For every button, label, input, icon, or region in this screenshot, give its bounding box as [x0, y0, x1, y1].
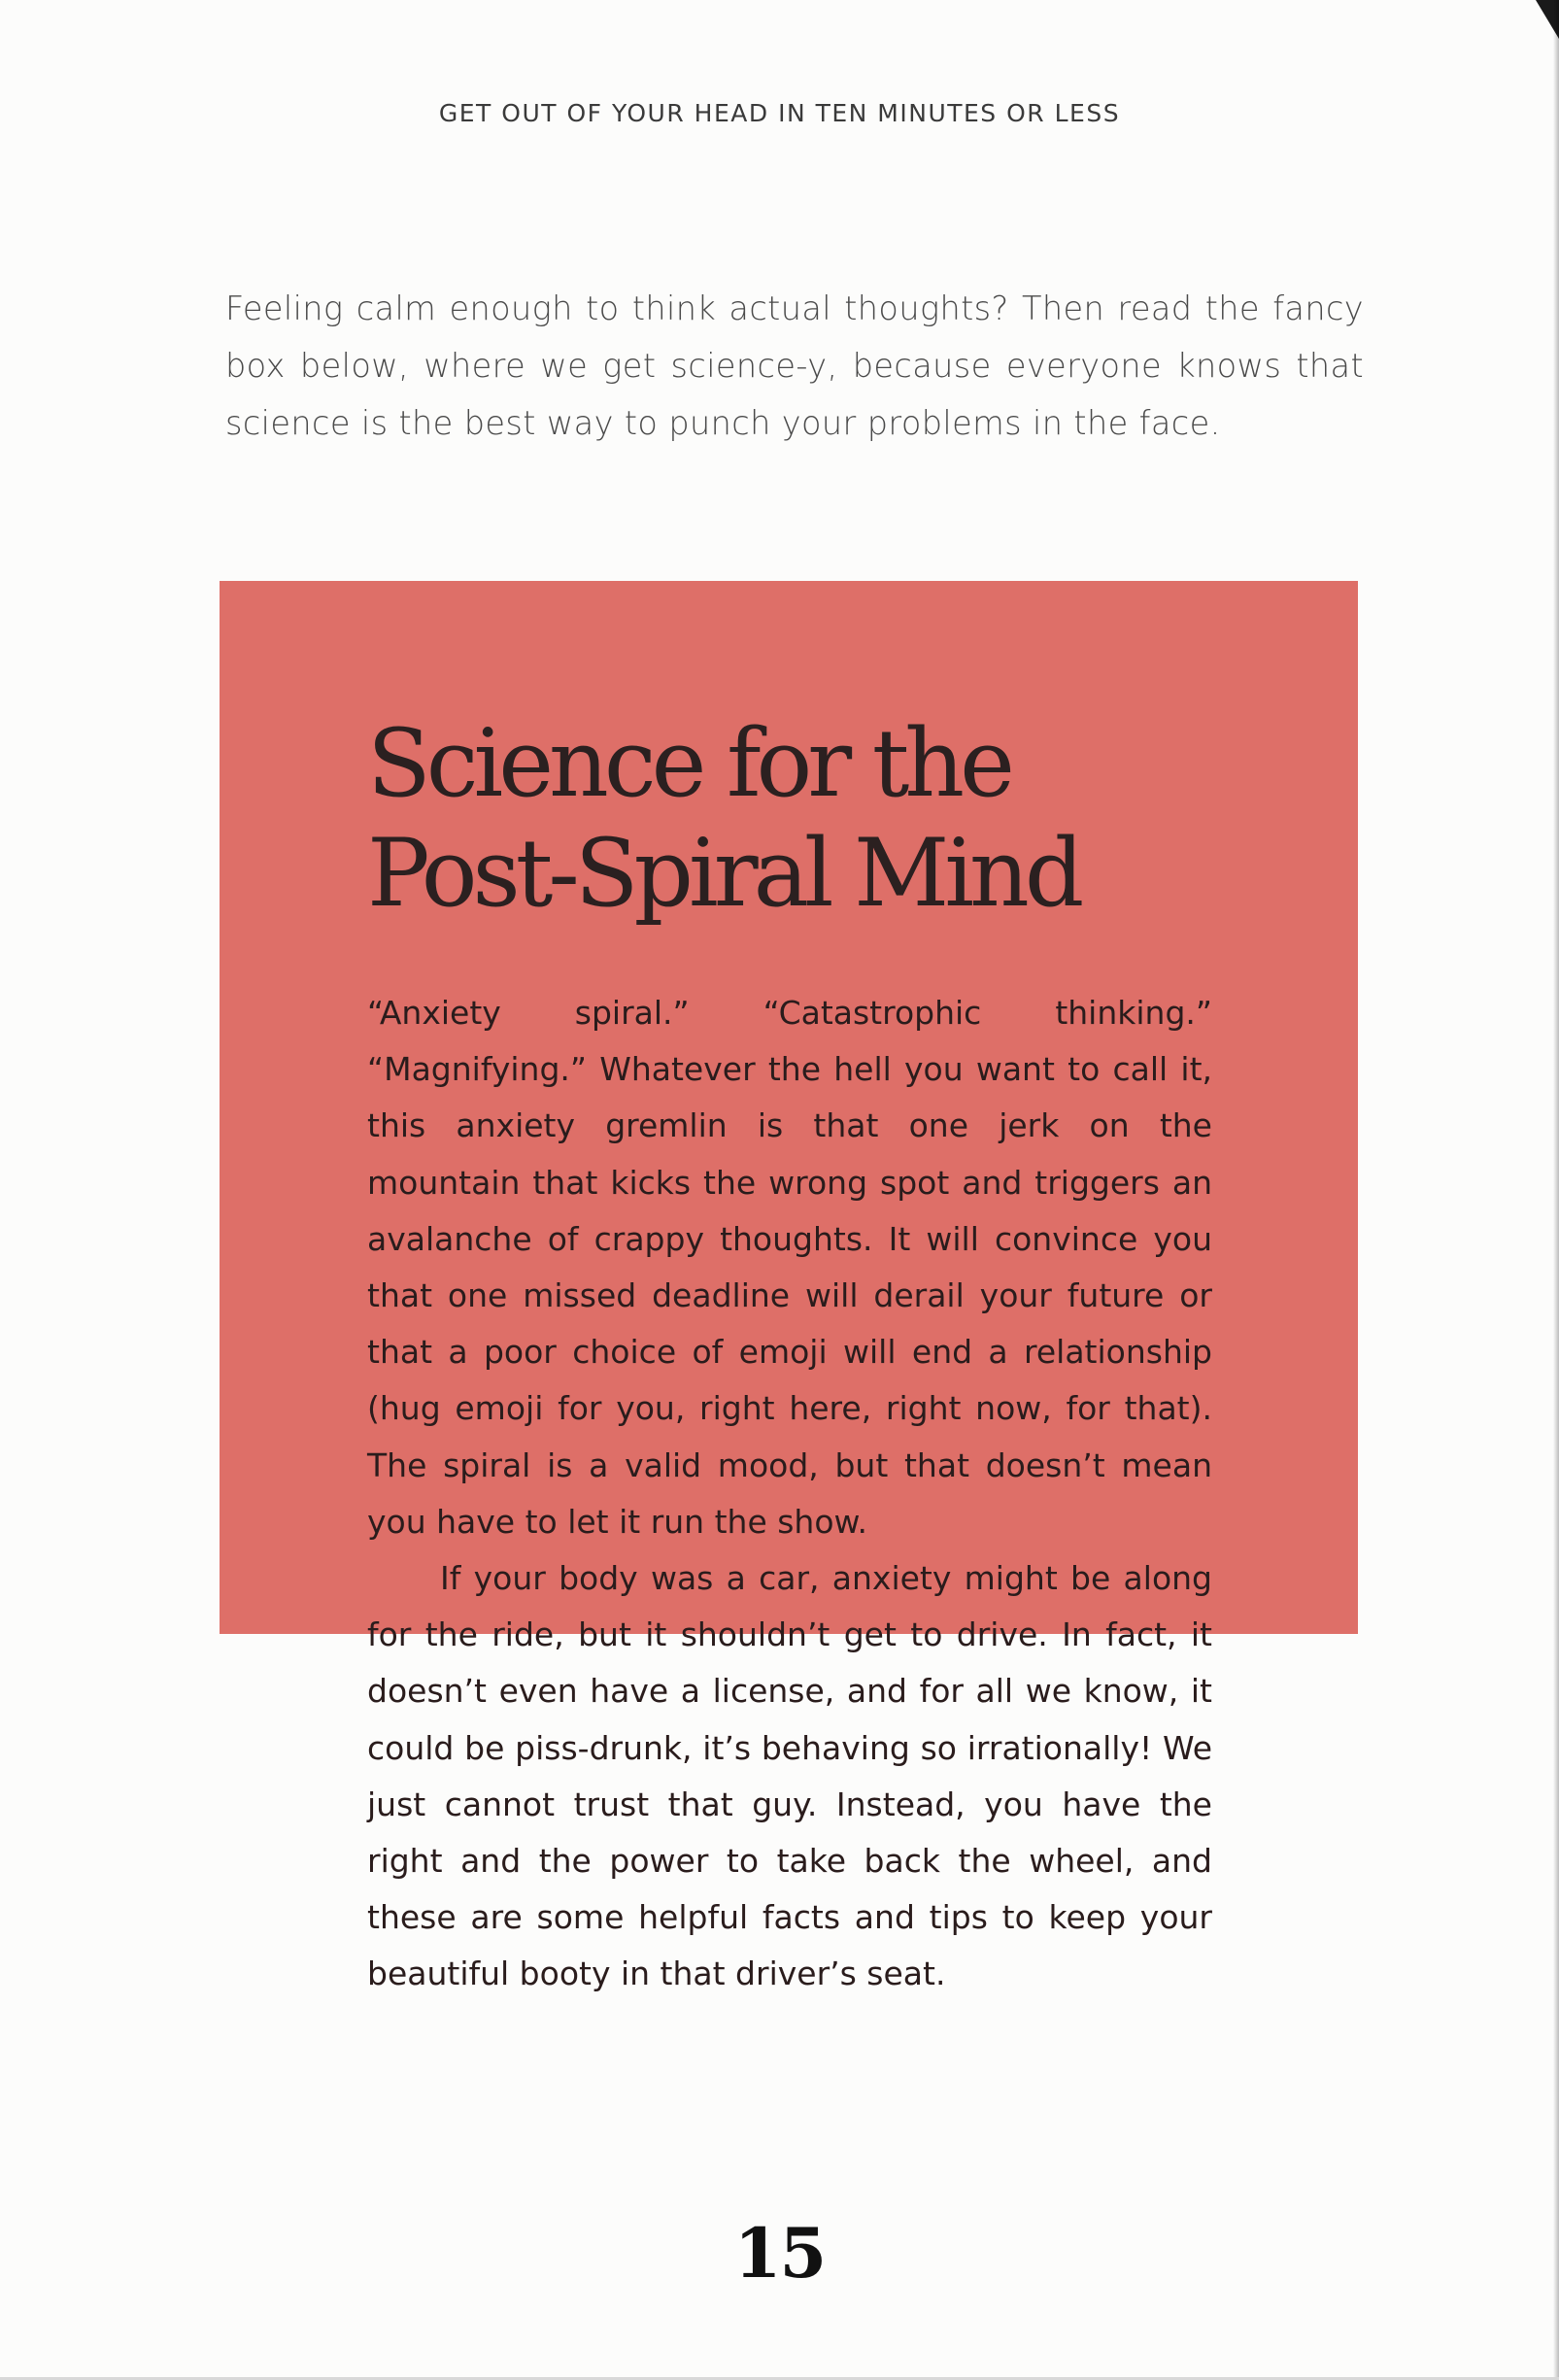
- page-edge-shadow: [1553, 0, 1559, 2380]
- callout-paragraph-2: If your body was a car, anxiety might be along for the ride, but it shouldn’t get to drive. In fact, it doesn’t even have a license, and for all we know, it could be piss-drunk, it’s behaving so irrationally! We just cannot trust that guy. Instead, you have the right and the power to take back the wheel, and these are some helpful facts and tips to keep your beautiful booty in that driver’s seat.: [367, 1559, 1212, 1993]
- callout-body: [367, 985, 1212, 2003]
- science-callout-box: [220, 581, 1358, 1993]
- running-head: GET OUT OF YOUR HEAD IN TEN MINUTES OR LESS: [438, 99, 1121, 127]
- callout-paragraph-1: “Anxiety spiral.” “Catastrophic thinking.” “Magnifying.” Whatever the hell you want to call it, this anxiety gremlin is that one jerk on the mountain that kicks the wrong spot and triggers an avalanche of crappy thoughts. It will convince you that one missed deadline will derail your future or that a poor choice of emoji will end a relationship (hug emoji for you, right here, right now, for that). The spiral is a valid mood, but that doesn’t mean you have to let it run the show.: [367, 994, 1212, 1541]
- callout-title: [367, 709, 1241, 929]
- callout-title-line-2: Post-Spiral Mind: [367, 819, 1080, 928]
- intro-paragraph: Feeling calm enough to think actual thoughts? Then read the fancy box below, where we get science-y, because everyone knows that science is the best way to punch your problems in the face.: [225, 289, 1364, 442]
- page-number: 15: [733, 2213, 826, 2294]
- callout-title-line-1: Science for the: [367, 709, 1010, 818]
